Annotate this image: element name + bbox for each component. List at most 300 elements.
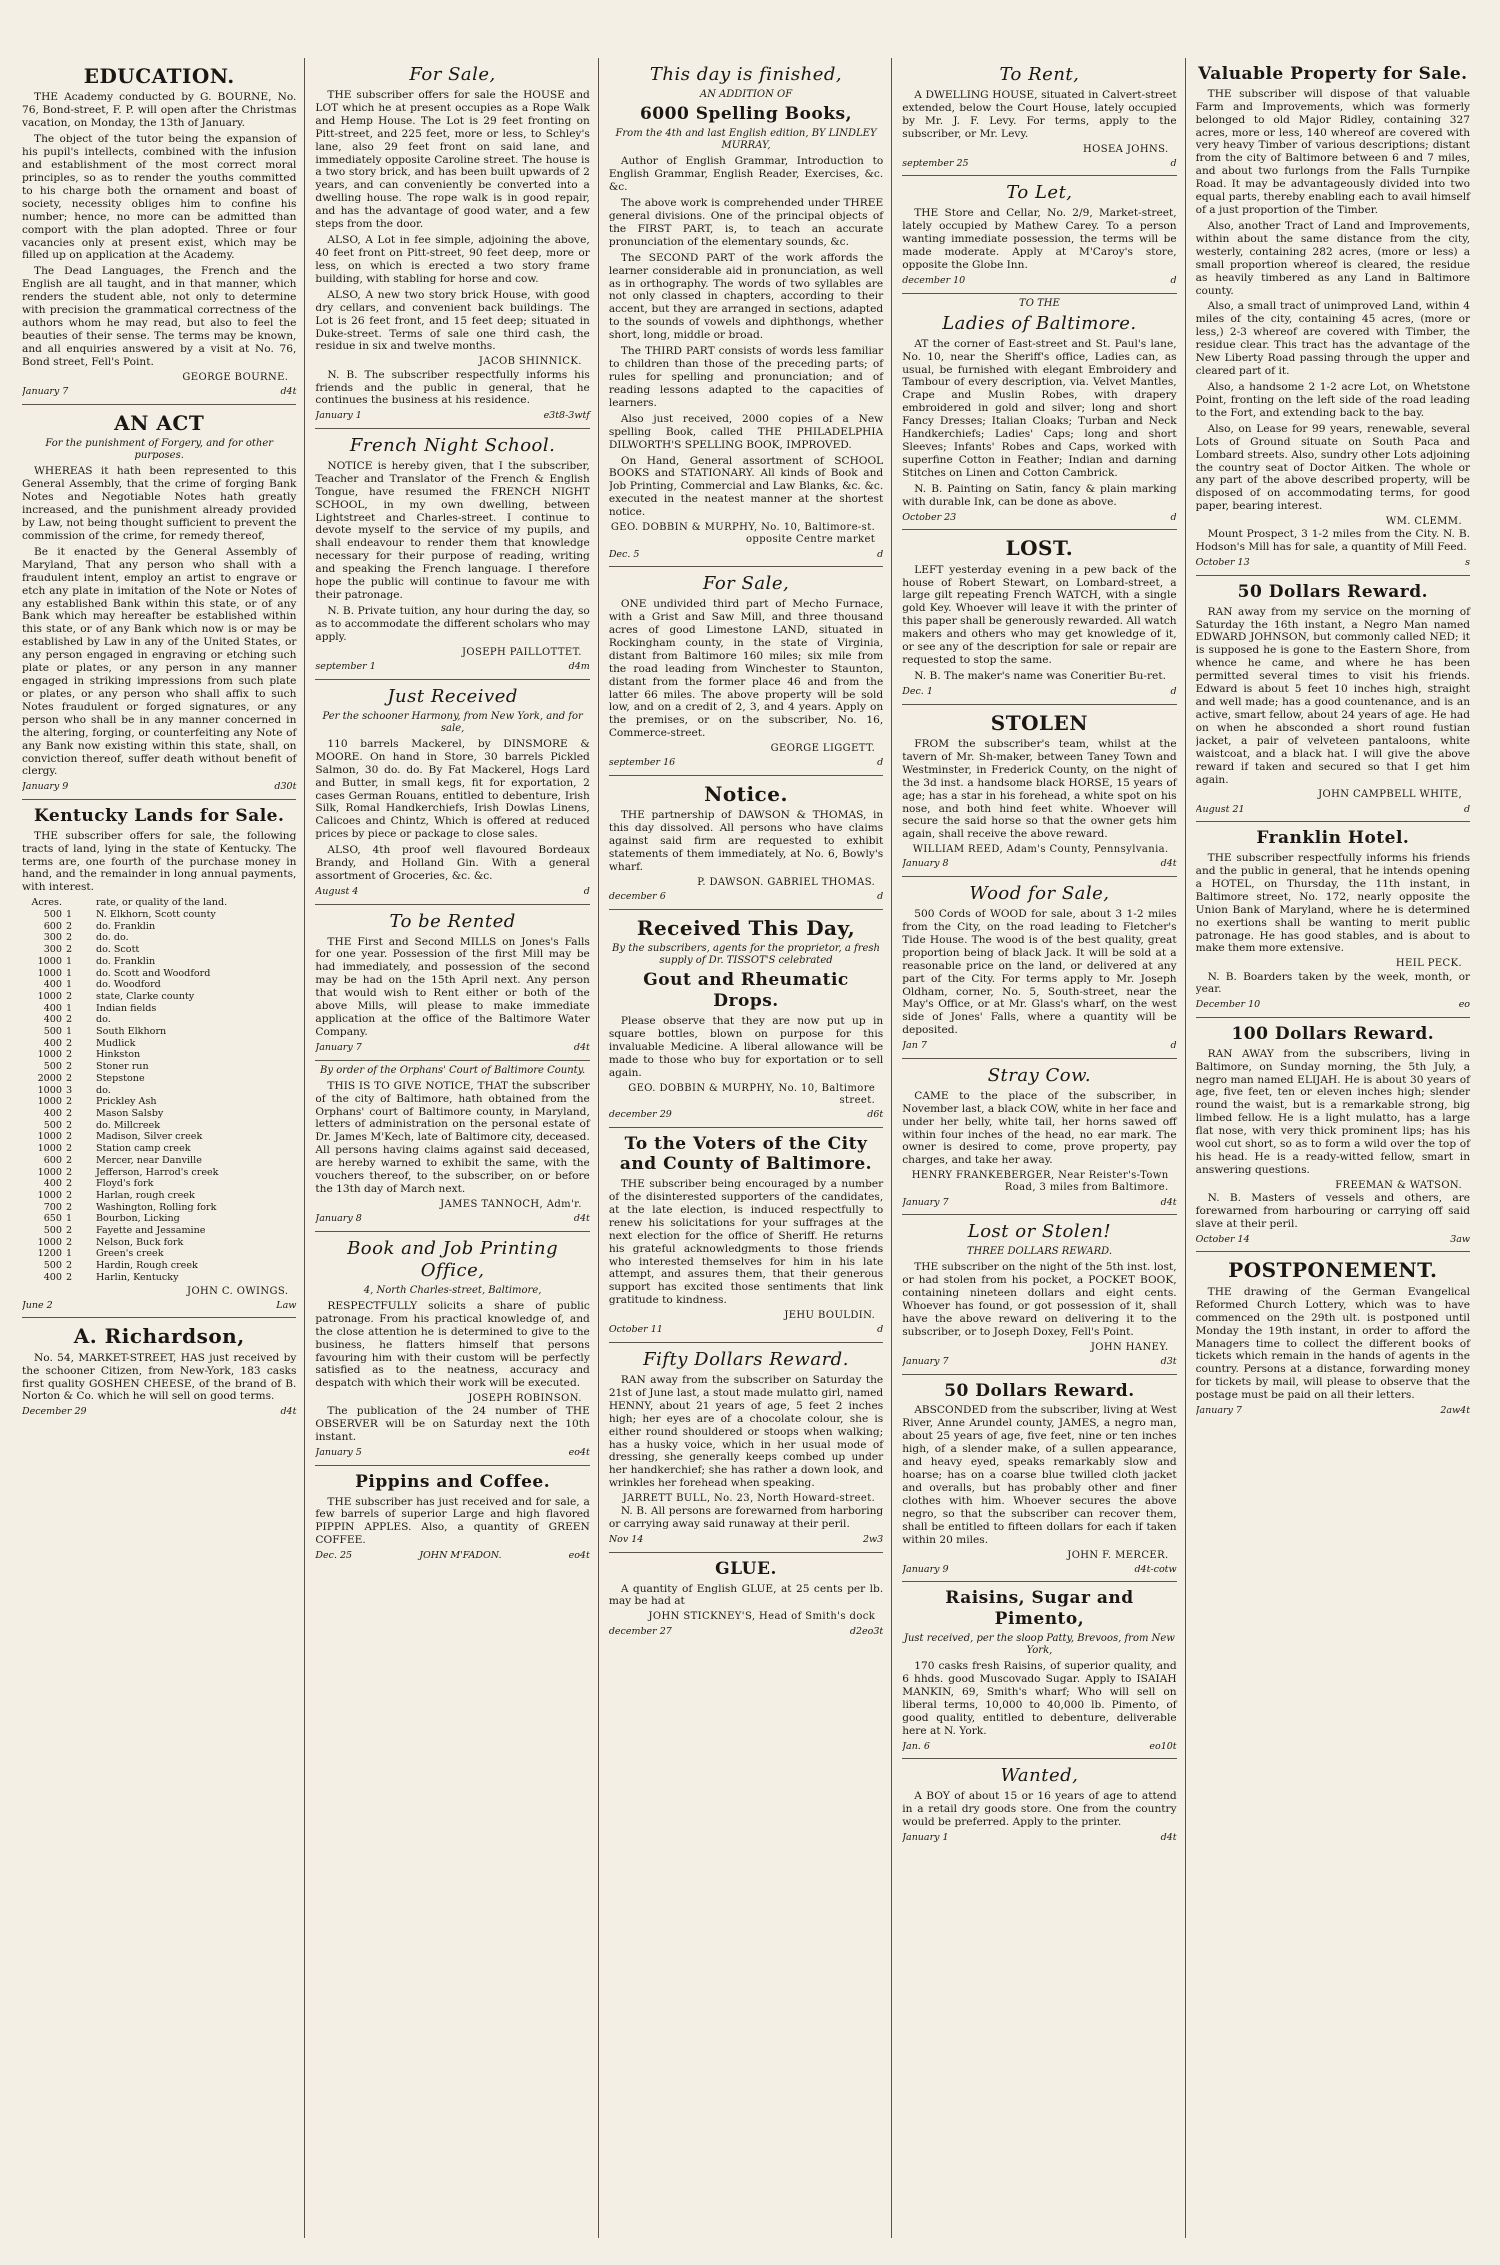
ad-dateline: January 9 d4t-cotw	[902, 1563, 1177, 1575]
table-cell: Station camp creek	[96, 1143, 191, 1155]
ad-dateline: January 9 d30t	[22, 781, 297, 793]
table-cell: do. Franklin	[96, 955, 156, 967]
ad-heading: Kentucky Lands for Sale.	[33, 805, 285, 826]
french-school-ad	[315, 429, 589, 680]
table-cell: 400	[43, 1178, 62, 1190]
ad-signature: JACOB SHINNICK.	[478, 356, 582, 368]
fifty-dollars-reward-ad-3	[1196, 576, 1470, 822]
ad-heading: EDUCATION.	[83, 64, 235, 88]
ad-heading: This day is finished,	[649, 64, 843, 85]
ad-dateline: december 6 d	[608, 891, 884, 903]
table-cell: 1	[66, 955, 73, 967]
ad-dateline: January 7 2aw4t	[1195, 1405, 1471, 1417]
table-cell: 1000	[37, 1166, 62, 1178]
ad-paragraph: THE subscriber on the night of the 5th inst. lost, or had stolen from his pocket, a POCKET BOOK, containing nineteen dollars and eight cents. Whoever has found, or got possession of it, shall have the above reward on delivering it to the subscriber, or to Joseph Doxey, Fell's Point.	[902, 1261, 1177, 1338]
ad-dateline: december 27 d2eo3t	[608, 1625, 884, 1637]
table-row	[22, 1237, 296, 1249]
ad-heading: 100 Dollars Reward.	[1231, 1023, 1435, 1044]
ad-subheading: THREE DOLLARS REWARD.	[966, 1246, 1113, 1258]
ad-subheading: AN ADDITION OF	[699, 88, 793, 100]
ad-signature: HENRY FRANKEBERGER, Near Reister's-Town Road, 3 miles from Baltimore.	[911, 1170, 1169, 1194]
table-row	[22, 1131, 296, 1143]
ad-signature: GEO. DOBBIN & MURPHY, No. 10, Baltimore street.	[628, 1082, 876, 1106]
table-cell: 1	[66, 909, 73, 921]
table-cell: 700	[43, 1201, 62, 1213]
table-cell: 500	[43, 1225, 62, 1237]
ad-dateline: Dec. 25 JOHN M'FADON. eo4t	[315, 1550, 590, 1562]
richardson-ad	[22, 1318, 296, 1424]
ad-paragraph: N. B. Boarders taken by the week, month, or year.	[1195, 970, 1471, 996]
table-row	[22, 1096, 296, 1108]
ad-paragraph: N. B. Painting on Satin, fancy & plain marking with durable Ink, can be done as above.	[902, 482, 1177, 508]
table-cell: 650	[43, 1213, 62, 1225]
ad-paragraph: RAN AWAY from the subscribers, living in Baltimore, on Sunday morning, the 5th July, a negro man named ELIJAH. He is about 30 years of age, five feet, ten or eleven inches high; slender round the waist, but is a remarkable strong, big limbed fellow. He is a light mulatto, has a large flat nose, with very thick prominent lips; has his wool cut short, so as to form a wild over the top of his head. He is a ready-witted fellow, smart in answering questions.	[1195, 1047, 1471, 1176]
table-cell: 1000	[37, 1084, 62, 1096]
table-cell: 1000	[37, 1236, 62, 1248]
table-row	[22, 1085, 296, 1097]
ad-dateline: October 14 3aw	[1195, 1233, 1471, 1245]
table-cell: 300	[43, 944, 62, 956]
ad-paragraph: THE subscriber has just received and for sale, a few barrels of superior Large and high flavored PIPPIN APPLES. Also, a quantity of GREEN COFFEE.	[315, 1495, 590, 1547]
ad-paragraph: N. B. The subscriber respectfully informs his friends and the public in general, that he continues the business at his residence.	[315, 368, 590, 407]
table-cell: 2	[66, 944, 73, 956]
ad-paragraph: CAME to the place of the subscriber, in November last, a black COW, white in her face and under her belly, white tail, her horns sawed off within four inches of the head, no ear mark. The owner is desired to come, prove property, pay charges, and take her away.	[902, 1089, 1177, 1167]
ad-heading: Raisins, Sugar and Pimento,	[945, 1588, 1134, 1630]
lost-watch-ad	[902, 530, 1176, 704]
ad-dateline: January 8 d4t	[315, 1213, 590, 1225]
table-header: rate, or quality of the land.	[96, 897, 228, 909]
ad-paragraph: 170 casks fresh Raisins, of superior quality, and 6 hhds. good Muscovado Sugar. Apply to ISAIAH MANKIN, 69, Smith's wharf; Who will sell on liberal terms, 10,000 to 40,000 lb. Pimento, of good quality, entitled to debenture, deliverable here at N. York.	[902, 1660, 1177, 1737]
table-cell: 2	[66, 1037, 73, 1049]
table-cell: 2	[66, 920, 73, 932]
table-row	[22, 944, 296, 956]
ad-heading: GLUE.	[715, 1558, 777, 1579]
table-row	[22, 1225, 296, 1237]
table-cell: Fayette and Jessamine	[96, 1225, 206, 1237]
ad-paragraph: THE subscriber offers for sale, the following tracts of land, lying in the state of Kentucky. The terms are, one fourth of the purchase money in hand, and the remainder in long annual payments, with interest.	[22, 829, 297, 894]
ad-signature: JEHU BOULDIN.	[784, 1310, 876, 1322]
table-cell: 1000	[37, 955, 62, 967]
ad-heading: 6000 Spelling Books,	[639, 104, 853, 125]
ad-heading: POSTPONEMENT.	[1228, 1258, 1438, 1283]
table-cell: Mason Salsby	[96, 1107, 164, 1119]
table-cell: 2	[66, 1072, 73, 1084]
wood-sale-ad	[902, 877, 1176, 1059]
ad-paragraph: THIS IS TO GIVE NOTICE, THAT the subscriber of the city of Baltimore, hath obtained from the Orphans' court of Baltimore county, in Maryland, letters of administration on the personal estate of Dr. James M'Kech, late of Baltimore city, deceased. All persons having claims against said deceased, are hereby warned to exhibit the same, with the vouchers thereof, to the subscriber, on or before the 13th day of March next.	[315, 1079, 590, 1196]
column-1	[22, 58, 305, 2238]
ad-signature: GEORGE LIGGETT.	[770, 743, 876, 755]
ad-paragraph: ALSO, A new two story brick House, with good dry cellars, and convenient back buildings. The Lot is 26 feet front, and 15 feet deep; situated in Duke-street. Terms of sale one third cash, the residue in six and twelve months.	[315, 288, 590, 353]
ad-heading: Pippins and Coffee.	[355, 1471, 551, 1492]
ad-signature: HEIL PECK.	[1395, 958, 1463, 970]
table-cell: 2000	[37, 1072, 62, 1084]
table-row	[22, 1213, 296, 1225]
ad-signature: WM. CLEMM.	[1385, 516, 1463, 528]
hundred-dollars-reward-ad	[1196, 1018, 1470, 1252]
table-row	[22, 1178, 296, 1190]
ad-signature: JOHN STICKNEY'S, Head of Smith's dock	[648, 1611, 876, 1623]
ad-paragraph: THE Store and Cellar, No. 2/9, Market-street, lately occupied by Mathew Carey. To a person wanting immediate possession, the terms will be made moderate. Apply at M'Caroy's store, opposite the Globe Inn.	[902, 207, 1177, 272]
ad-heading: Valuable Property for Sale.	[1198, 64, 1468, 84]
valuable-property-ad	[1196, 58, 1470, 576]
ad-paragraph: RAN away from my service on the morning of Saturday the 16th instant, a Negro Man named EDWARD JOHNSON, but commonly called NED; it is supposed he is gone to the Eastern Shore, from whence he came, and where he has been permitted several times to visit his friends. Edward is about 5 feet 10 inches high, straight and well made; has a good countenance, and is an active, smart fellow, about 24 years of age. He had on when he absconded a short round fustian jacket, a pair of velveteen pantaloons, white waistcoat, and a black hat. I will give the above reward if taken and secured so that I get him again.	[1195, 605, 1471, 786]
table-cell: Hardin, Rough creek	[96, 1260, 198, 1272]
ad-paragraph: The publication of the 24 number of THE OBSERVER will be on Saturday next the 10th instant.	[315, 1405, 590, 1444]
ad-signature: JOSEPH ROBINSON.	[468, 1393, 582, 1405]
ad-paragraph: Also, on Lease for 99 years, renewable, several Lots of Ground situate on South Paca and Lombard streets. Also, sundry other Lots adjoining the country seat of Doctor Aitken. The whole or any part of the above described property, will be disposed of on accommodating terms, for good paper, bearing interest.	[1195, 422, 1471, 513]
table-cell: 2	[66, 1131, 73, 1143]
table-cell: 400	[43, 1037, 62, 1049]
table-row	[22, 1073, 296, 1085]
ad-heading: Fifty Dollars Reward.	[643, 1348, 849, 1370]
ad-paragraph: THE subscriber being encouraged by a number of the disinterested supporters of the candidates, at the late election, is induced respectfully to renew his solicitations for your suffrages at the next election for the office of Sheriff. He returns his grateful acknowledgments to those friends who interested themselves for him in his late attempt, and assures them, that their generous support has excited those sentiments that link gratitude to kindness.	[608, 1177, 884, 1307]
ad-subheading: 4, North Charles-street, Baltimore,	[363, 1284, 542, 1296]
ad-dateline: August 21 d	[1195, 803, 1471, 815]
ad-dateline: Jan. 6 eo10t	[902, 1740, 1177, 1752]
ad-signature: JOSEPH PAILLOTTET.	[461, 646, 582, 658]
ad-signature: HOSEA JOHNS.	[1083, 143, 1169, 155]
table-cell: do. Woodford	[96, 979, 161, 991]
ad-heading: Ladies of Baltimore.	[942, 312, 1137, 334]
table-cell: 400	[43, 1271, 62, 1283]
ad-dateline: January 7 d4t	[315, 1041, 590, 1053]
ad-dateline: June 2 Law	[22, 1299, 297, 1311]
ad-dateline: January 7 d4t	[902, 1196, 1177, 1208]
ad-paragraph: Mount Prospect, 3 1-2 miles from the City. N. B. Hodson's Mill has for sale, a quantity of Mill Feed.	[1195, 528, 1471, 554]
ad-dateline: Dec. 5 d	[608, 548, 884, 560]
ad-dateline: October 13 s	[1195, 557, 1471, 569]
postponement-ad	[1196, 1252, 1470, 1422]
table-row	[22, 1190, 296, 1202]
ad-subheading: Just received, per the sloop Patty, Brevoos, from New York,	[903, 1632, 1175, 1656]
to-let-ad	[902, 176, 1176, 293]
table-cell: Harlin, Kentucky	[96, 1271, 179, 1283]
ad-signature: JARRETT BULL, No. 23, North Howard-street.	[622, 1493, 876, 1505]
table-cell: 400	[43, 1002, 62, 1014]
table-cell: 1000	[37, 967, 62, 979]
table-cell: do. do.	[96, 932, 129, 944]
ad-signature: JOHN HANEY.	[1090, 1341, 1169, 1353]
table-cell: do. Millcreek	[96, 1119, 161, 1131]
ad-dateline: January 1 e3t8-3wtf	[315, 410, 590, 422]
ad-heading: Franklin Hotel.	[1256, 828, 1410, 849]
ad-dateline: October 23 d	[902, 511, 1177, 523]
table-row	[22, 1272, 296, 1284]
table-cell: do.	[96, 1014, 111, 1026]
ad-subheading: Per the schooner Harmony, from New York, and for sale,	[322, 710, 583, 734]
table-cell: do.	[96, 1084, 111, 1096]
table-header	[64, 897, 94, 909]
ad-paragraph: FROM the subscriber's team, whilst at the tavern of Mr. Sh-maker, between Taney Town and Westminster, in Frederick County, on the night of the 3d inst. a handsome black HORSE, 15 years of age; has a star in his forehead, a white spot on his nose, and both hind feet white. Whoever will secure the said horse so that the owner gets him again, shall receive the above reward.	[902, 737, 1177, 841]
ad-heading: To be Rented	[389, 910, 516, 932]
table-cell: 2	[66, 1166, 73, 1178]
ad-paragraph: THE Academy conducted by G. BOURNE, No. 76, Bond-street, F. P. will open after the Christmas vacation, on Monday, the 13th of January.	[22, 91, 297, 130]
ad-dateline: October 11 d	[608, 1324, 884, 1336]
ad-paragraph: THE subscriber offers for sale the HOUSE and LOT which he at present occupies as a Rope Walk and Hemp House. The Lot is 29 feet fronting on Pitt-street, and 225 feet, more or less, to Schley's lane, also 29 feet front on said lane, and immediately opposite Caroline street. The house is a two story brick, and has been built upwards of 2 years, and can conveniently be converted into a dwelling house. The rope walk is in good repair, and has the advantage of good water, and a few steps from the door.	[315, 88, 590, 231]
ad-paragraph: AT the corner of East-street and St. Paul's lane, No. 10, near the Sheriff's office, Ladies can, as usual, be furnished with elegant Embroidery and Tambour of every description, via. Velvet Mantles, Crape and Muslin Robes, with drapery embroidered in gold and silver; long and short Fancy Dresses; Italian Cloaks; Turban and Neck Handkerchiefs; Ladies' Caps; long and short Sleeves; Infants' Robes and Caps, worked with superfine Cotton in Feather; Indian and darning Stitches on Linen and Cotton Cambrick.	[902, 337, 1177, 479]
table-row	[22, 1049, 296, 1061]
ad-paragraph: N. B. All persons are forewarned from harboring or carrying away said runaway at their peril.	[608, 1505, 884, 1531]
ad-paragraph: THE subscriber respectfully informs his friends and the public in general, that he intends opening a HOTEL, on Thursday, the 11th instant, in Baltimore street, No. 172, nearly opposite the Union Bank of Maryland, where he is determined no exertions shall be wanting to merit public patronage. He has good stables, and is about to make them more extensive.	[1195, 851, 1471, 955]
table-cell: 1000	[37, 1189, 62, 1201]
ad-subheading: By the subscribers, agents for the proprietor, a fresh supply of Dr. TISSOT'S celebrated	[612, 943, 880, 967]
table-cell: 2	[66, 1096, 73, 1108]
ad-paragraph: A quantity of English GLUE, at 25 cents per lb. may be had at	[608, 1582, 884, 1608]
ad-dateline: Jan 7 d	[902, 1040, 1177, 1052]
table-cell: Jefferson, Harrod's creek	[96, 1166, 219, 1178]
table-row	[22, 921, 296, 933]
table-cell: 500	[43, 1260, 62, 1272]
ad-signature: JOHN C. OWINGS.	[187, 1285, 289, 1297]
ad-paragraph: RESPECTFULLY solicits a share of public patronage. From his practical knowledge of, and the close attention he is determined to give to the business, he flatters himself that persons favouring him with their custom will be perfectly satisfied as to the neatness, accuracy and despatch with which their work will be executed.	[315, 1299, 590, 1390]
ad-paragraph: The THIRD PART consists of words less familiar to children than those of the preceding parts; of rules for spelling and pronunciation; and of reading lessons adapted to the capacities of learners.	[608, 345, 884, 409]
ad-paragraph: WHEREAS it hath been represented to this General Assembly, that the crime of forging Bank Notes and Negotiable Notes hath greatly increased, and the punishment already provided by Law, not being thought sufficient to prevent the commission of the crime, for remedy thereof,	[22, 465, 297, 542]
ad-paragraph: The object of the tutor being the expansion of his pupil's intellects, combined with the infusion and establishment of the most correct moral principles, so as to render the youths committed to his charge both the ornament and boast of society, necessity obliges him to confine his number; hence, no more can be admitted than comport with the plan adopted. Three or four vacancies only at present exist, which may be filled up on application at the Academy.	[22, 133, 297, 262]
ad-heading: Lost or Stolen!	[967, 1221, 1112, 1243]
table-row	[22, 1260, 296, 1272]
ad-paragraph: 500 Cords of WOOD for sale, about 3 1-2 miles from the City, on the road leading to Fletcher's Tide House. The wood is of the best quality, great proportion being of black Jack. It will be sold at a reasonable price on the land, or delivered at any part of the City. For terms apply to Mr. Joseph Oldham, corner, No. 5, South-street, near the May's Office, or at Mr. Glass's wharf, on the west side of Jones' Falls, where a quantity will be deposited.	[902, 908, 1177, 1037]
ad-dateline: August 4 d	[315, 886, 590, 898]
ad-paragraph: The Dead Languages, the French and the English are all taught, and in that manner, which renders the student able, not only to determine with precision the grammatical correctness of the authors whom he may read, but also to feel the beauties of their sense. The terms may be known, and all enquiries answered by a visit at No. 76, Bond street, Fell's Point.	[22, 265, 297, 368]
table-cell: 500	[43, 1061, 62, 1073]
ad-paragraph: RAN away from the subscriber on Saturday the 21st of June last, a stout made mulatto girl, named HENNY, about 21 years of age, 5 feet 2 inches high; her eyes are of a chocolate colour, she is either round shouldered or stoops when walking; has a husky voice, which in her usual mode of dressing, she generally keeps combed up under her handkerchief; she has rather a down look, and wrinkles her forehead when speaking.	[608, 1373, 884, 1490]
ad-paragraph: Author of English Grammar, Introduction to English Grammar, English Reader, Exercises, &c. &c.	[608, 155, 884, 194]
forgery-act	[22, 405, 296, 800]
gout-drops-ad	[609, 910, 883, 1128]
ad-signature: GEO. DOBBIN & MURPHY, No. 10, Baltimore-st. opposite Centre market	[610, 522, 876, 546]
ad-paragraph: ONE undivided third part of Mecho Furnace, with a Grist and Saw Mill, and three thousand acres of good Limestone LAND, situated in Rockingham county, in the state of Virginia, distant from Baltimore 160 miles; six mile from the road leading from Winchester to Staunton, distant from the former place 46 and from the latter 66 miles. The above property will be sold low, and on a credit of 2, 3, and 4 years. Apply on the premises, or on the subscriber, No. 16, Commerce-street.	[608, 598, 884, 740]
ad-paragraph: 110 barrels Mackerel, by DINSMORE & MOORE. On hand in Store, 30 barrels Pickled Salmon, 30 do. do. By Fat Mackerel, Hogs Lard and Butter, in small kegs, fit for exportation, 2 cases German Rouans, entitled to debenture, Irish Silk, Romal Handkerchiefs, Irish Dowlas Linens, Calicoes and Chintz, Which is offered at reduced prices by piece or package to close sales.	[315, 737, 590, 841]
orphans-court-notice	[315, 1061, 589, 1232]
ad-paragraph: The SECOND PART of the work affords the learner considerable aid in pronunciation, as well as in orthography. The words of two syllables are not only classed in chapters, according to their accent, but they are arranged in sections, adapted to the sounds of vowels and diphthongs, whether short, long, middle or broad.	[608, 251, 884, 342]
raisins-ad	[902, 1582, 1176, 1759]
ad-paragraph: N. B. The maker's name was Coneritier Bu-ret.	[914, 670, 1166, 683]
ad-heading: STOLEN	[990, 710, 1089, 735]
table-cell: 600	[43, 1154, 62, 1166]
table-row	[22, 1120, 296, 1132]
table-cell: 2	[66, 1178, 73, 1190]
table-cell: 2	[66, 932, 73, 944]
wanted-ad	[902, 1759, 1176, 1849]
ad-paragraph: Be it enacted by the General Assembly of Maryland, That any person who shall with a fraudulent intent, employ an artist to engrave or etch any plate in imitation of the Note or Notes of any established Bank within this state, or of any Bank which may hereafter be established within this state, or of any Bank which now is or may be established by Law in any of the United States, or any person engaged in engraving or etching such plate or plates, or any person in any manner engaged in striking impressions from such plate or plates, or any person who shall affix to such Notes fraudulent or forged signatures, or any person who shall be in any manner concerned in the altering, forging, or counterfeiting any Note of any Bank now existing within this state, shall, on conviction thereof, suffer death without benefit of clergy.	[22, 545, 297, 778]
table-row	[22, 1038, 296, 1050]
table-cell: 2	[66, 1049, 73, 1061]
ad-signature: JOHN F. MERCER.	[1067, 1549, 1169, 1561]
table-header-row	[22, 897, 296, 909]
table-cell: Green's creek	[96, 1248, 164, 1260]
voters-address	[609, 1128, 883, 1343]
table-row	[22, 1155, 296, 1167]
ad-paragraph: A BOY of about 15 or 16 years of age to attend in a retail dry goods store. One from the country would be preferred. Apply to the printer.	[902, 1790, 1177, 1829]
table-row	[22, 1061, 296, 1073]
table-header: Acres.	[31, 897, 62, 909]
table-row	[22, 968, 296, 980]
ad-paragraph: LEFT yesterday evening in a pew back of the house of Robert Stewart, on Lombard-street, a large gilt repeating French WATCH, with a single gold Key. Whoever will leave it with the printer of this paper shall be generously rewarded. All watch makers and others who may get knowledge of it, or see any of the description for sale or repair are requested to stop the same.	[902, 563, 1177, 667]
stray-cow-ad	[902, 1059, 1176, 1215]
table-row	[22, 1248, 296, 1260]
education-ad	[22, 58, 296, 405]
table-cell: 400	[43, 1107, 62, 1119]
table-cell: Madison, Silver creek	[96, 1131, 203, 1143]
table-cell: 2	[66, 1260, 73, 1272]
ad-dateline: Nov 14 2w3	[608, 1534, 884, 1546]
table-cell: 2	[66, 1014, 73, 1026]
table-cell: 2	[66, 1061, 73, 1073]
table-cell: 400	[43, 979, 62, 991]
stolen-horse-ad	[902, 705, 1176, 878]
column-5	[1196, 58, 1478, 2238]
table-cell: 500	[43, 909, 62, 921]
table-row	[22, 1143, 296, 1155]
table-cell: N. Elkhorn, Scott county	[96, 909, 216, 921]
ad-paragraph: A DWELLING HOUSE, situated in Calvert-street extended, below the Court House, lately occupied by Mr. J. F. Levy. For terms, apply to the subscriber, or Mr. Levy.	[902, 88, 1177, 140]
ad-signature: P. DAWSON. GABRIEL THOMAS.	[697, 876, 876, 888]
ad-dateline: september 25 d	[902, 157, 1177, 169]
table-cell: 2	[66, 990, 73, 1002]
table-row	[22, 956, 296, 968]
pippins-coffee-ad	[315, 1466, 589, 1568]
fifty-dollars-reward-ad	[609, 1343, 883, 1553]
table-cell: 1	[66, 1026, 73, 1038]
ad-dateline: Dec. 1 d	[902, 685, 1177, 697]
ad-heading: 50 Dollars Reward.	[1237, 581, 1429, 602]
table-cell: Mudlick	[96, 1037, 136, 1049]
table-cell: 1000	[37, 1049, 62, 1061]
table-cell: South Elkhorn	[96, 1026, 167, 1038]
ad-dateline: december 29 d6t	[608, 1108, 884, 1120]
ad-dateline: January 7 d4t	[22, 385, 297, 397]
table-cell: Stoner run	[96, 1061, 149, 1073]
ad-dateline: January 1 d4t	[902, 1831, 1177, 1843]
rope-walk-sale-ad	[315, 58, 589, 429]
table-cell: 1	[66, 967, 73, 979]
ad-paragraph: No. 54, MARKET-STREET, HAS just received by the schooner Citizen, from New-York, 183 casks first quality GOSHEN CHEESE, of the brand of B. Norton & Co. which he will sell on good terms.	[22, 1351, 297, 1403]
table-cell: Mercer, near Danville	[96, 1154, 202, 1166]
table-cell: Washington, Rolling fork	[96, 1201, 217, 1213]
table-cell: state, Clarke county	[96, 990, 195, 1002]
table-cell: 600	[43, 920, 62, 932]
ad-subheading: For the punishment of Forgery, and for other purposes.	[45, 437, 274, 462]
table-cell: Prickley Ash	[96, 1096, 157, 1108]
table-cell: 2	[66, 1225, 73, 1237]
table-cell: 2	[66, 1236, 73, 1248]
ad-heading: French Night School.	[349, 434, 556, 456]
ad-paragraph: N. B. Masters of vessels and others, are forewarned from harbouring or carrying off said slave at their peril.	[1195, 1192, 1471, 1230]
ad-heading: Wanted,	[1000, 1765, 1079, 1787]
table-cell: 1	[66, 1248, 73, 1260]
ad-paragraph: Also, a handsome 2 1-2 acre Lot, on Whetstone Point, fronting on the left side of the road leading to the Fort, and extending back to the bay.	[1195, 381, 1471, 419]
table-cell: do. Scott and Woodford	[96, 967, 211, 979]
table-cell: do. Scott	[96, 944, 140, 956]
ad-paragraph: Please observe that they are now put up in square bottles, blown on purpose for this invaluable Medicine. A liberal allowance will be made to those who buy for exportation or to sell again.	[608, 1014, 884, 1079]
ad-paragraph: ABSCONDED from the subscriber, living at West River, Anne Arundel county, JAMES, a negro man, about 25 years of age, five feet, nine or ten inches high, of a slender make, of a sullen appearance, and heavy eyed, speaks remarkably slow and hoarse; has on a coarse blue twilled cloth jacket and overalls, but has probably other and finer clothes with him. Whoever secures the above negro, so that the subscriber can recover them, shall be entitled to fifteen dollars for each if taken within 20 miles.	[902, 1404, 1177, 1546]
table-cell: Indian fields	[96, 1002, 157, 1014]
ad-heading: Book and Job Printing Office,	[347, 1237, 559, 1281]
table-cell: Hinkston	[96, 1049, 141, 1061]
table-cell: Floyd's fork	[96, 1178, 154, 1190]
ad-heading: Gout and Rheumatic Drops.	[643, 970, 849, 1012]
ad-dateline: september 16 d	[608, 757, 884, 769]
table-row	[22, 979, 296, 991]
table-cell: 1000	[37, 990, 62, 1002]
table-row	[22, 1014, 296, 1026]
ad-heading: Notice.	[704, 781, 788, 806]
ad-paragraph: N. B. Private tuition, any hour during the day, so as to accommodate the different scholars who may apply.	[315, 605, 590, 643]
ad-signature: FREEMAN & WATSON.	[1335, 1179, 1463, 1191]
ad-heading: To Rent,	[999, 64, 1080, 85]
ad-paragraph: THE partnership of DAWSON & THOMAS, in this day dissolved. All persons who have claims against said firm are requested to exhibit statements of them immediately, at No. 6, Bowly's wharf.	[608, 809, 884, 874]
table-cell: 1200	[37, 1248, 62, 1260]
ad-dateline: January 5 eo4t	[315, 1447, 590, 1459]
glue-ad	[609, 1553, 883, 1643]
ad-dateline: December 29 d4t	[22, 1406, 297, 1418]
ad-paragraph: Also, a small tract of unimproved Land, within 4 miles of the city, containing 45 acres, (more or less,) 2-3 whereof are covered with Timber, the residue clear. This tract has the advantage of the New Liberty Road passing through the upper and cleared part of it.	[1195, 300, 1471, 378]
table-cell: do. Franklin	[96, 920, 156, 932]
table-cell: 3	[66, 1084, 73, 1096]
fifty-dollars-reward-ad-2	[902, 1375, 1176, 1583]
column-2	[315, 58, 598, 2238]
ad-heading: AN ACT	[114, 410, 205, 435]
ad-heading: To Let,	[1006, 182, 1073, 204]
table-cell: 2	[66, 1201, 73, 1213]
table-cell: 2	[66, 1119, 73, 1131]
just-received-ad	[315, 680, 589, 905]
table-cell: 1000	[37, 1131, 62, 1143]
column-3	[609, 58, 892, 2238]
table-cell: 400	[43, 1014, 62, 1026]
ad-paragraph: NOTICE is hereby given, that I the subscriber, Teacher and Translator of the French & English Tongue, have resumed the FRENCH NIGHT SCHOOL, in my own dwelling, between Lightstreet and Charles-street. I continue to devote myself to the service of my pupils, and shall endeavour to render them that knowledge necessary for their purpose of reading, writing and speaking the French language. I therefore hope the public will continue to favour me with their patronage.	[315, 459, 590, 602]
table-row	[22, 1202, 296, 1214]
table-row	[22, 932, 296, 944]
ad-subheading: TO THE	[1019, 297, 1060, 309]
table-cell: Nelson, Buck fork	[96, 1236, 184, 1248]
table-cell: 1	[66, 1002, 73, 1014]
table-cell: 1	[66, 1213, 73, 1225]
table-cell: 1000	[37, 1096, 62, 1108]
ad-heading: 50 Dollars Reward.	[944, 1380, 1135, 1401]
to-rent-ad	[902, 58, 1176, 176]
ad-paragraph: On Hand, General assortment of SCHOOL BOOKS and STATIONARY. All kinds of Book and Job Printing, Commercial and Law Blanks, &c. &c. executed in the neatest manner at the shortest notice.	[608, 454, 884, 519]
printing-office-ad	[315, 1232, 589, 1466]
table-cell: 2	[66, 1271, 73, 1283]
ad-paragraph: Also just received, 2000 copies of a New spelling Book, called THE PHILADELPHIA DILWORTH'S SPELLING BOOK, IMPROVED.	[608, 412, 884, 451]
ad-paragraph: Also, another Tract of Land and Improvements, within about the same distance from the city, westerly, containing 282 acres, (more or less) a small proportion whereof is cleared, the residue as heavily timbered as any Land in Baltimore county.	[1195, 219, 1471, 297]
table-cell: 500	[43, 1026, 62, 1038]
ad-signature: GEORGE BOURNE.	[182, 371, 289, 383]
ad-dateline: December 10 eo	[1195, 999, 1471, 1011]
ad-dateline: december 10 d	[902, 274, 1177, 286]
table-cell: 1000	[37, 1143, 62, 1155]
table-row	[22, 1167, 296, 1179]
table-cell: 2	[66, 1143, 73, 1155]
ad-heading: Wood for Sale,	[969, 883, 1110, 905]
ad-signature: JAMES TANNOCH, Adm'r.	[440, 1198, 582, 1210]
table-cell: 2	[66, 1189, 73, 1201]
table-cell: 500	[43, 1119, 62, 1131]
ad-paragraph: ALSO, A Lot in fee simple, adjoining the above, 40 feet front on Pitt-street, 90 feet deep, more or less, on which is erected a two story frame building, with stabling for horse and cow.	[315, 234, 590, 285]
column-4	[902, 58, 1185, 2238]
ad-dateline: January 8 d4t	[902, 858, 1177, 870]
spelling-books-ad	[609, 58, 883, 567]
ad-heading: Stray Cow.	[987, 1064, 1092, 1086]
table-row	[22, 909, 296, 921]
ladies-ad	[902, 294, 1176, 531]
ad-heading: Received This Day,	[636, 915, 856, 940]
table-cell: 2	[66, 1107, 73, 1119]
table-cell: Bourbon, Licking	[96, 1213, 180, 1225]
ad-heading: For Sale,	[409, 64, 496, 85]
ad-signature: WILLIAM REED, Adam's County, Pennsylvania.	[912, 844, 1169, 856]
